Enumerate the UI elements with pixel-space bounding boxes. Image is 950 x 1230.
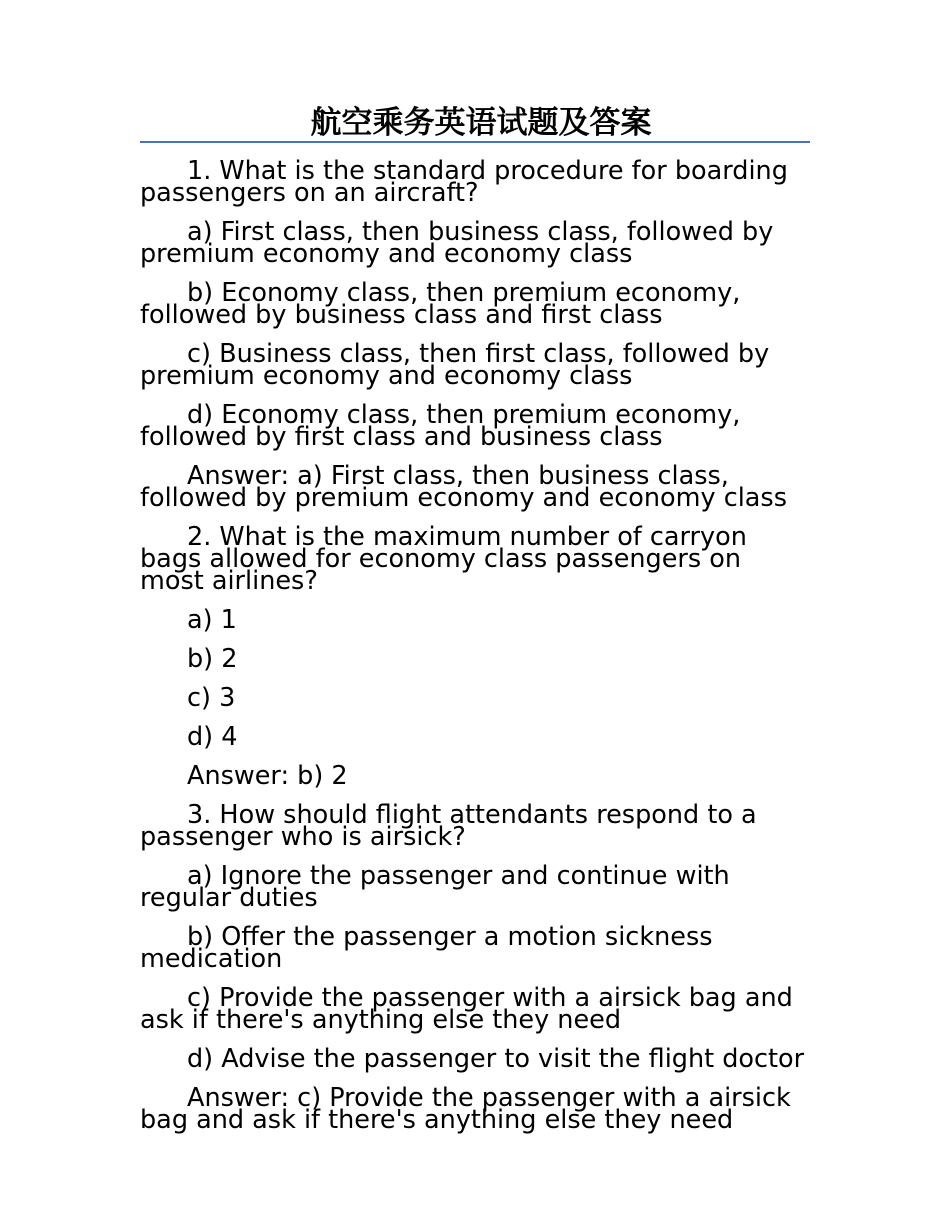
question-3-option-a: a) Ignore the passenger and continue with regular duties xyxy=(140,861,730,913)
question-2-option-c: c) 3 xyxy=(187,683,236,713)
question-3-option-d: d) Advise the passenger to visit the flight doctor xyxy=(187,1044,805,1074)
question-2-option-d: d) 4 xyxy=(187,722,238,752)
question-2-answer: Answer: b) 2 xyxy=(187,761,348,791)
question-3: 3. How should flight attendants respond to a passenger who is airsick? xyxy=(140,800,757,852)
document-body xyxy=(140,158,812,1146)
title-block xyxy=(140,103,810,143)
question-3-answer: Answer: c) Provide the passenger with a airsick bag and ask if there's anything else they need xyxy=(140,1083,791,1135)
question-2: 2. What is the maximum number of carryon bags allowed for economy class passengers on most airlines? xyxy=(140,522,747,596)
question-1-option-c: c) Business class, then first class, followed by premium economy and economy class xyxy=(140,339,770,391)
question-2-option-b: b) 2 xyxy=(187,644,238,674)
question-2-option-a: a) 1 xyxy=(187,605,237,635)
question-3-option-b: b) Offer the passenger a motion sickness medication xyxy=(140,922,713,974)
question-1-option-d: d) Economy class, then premium economy, followed by first class and business class xyxy=(140,400,741,452)
question-1: 1. What is the standard procedure for boarding passengers on an aircraft? xyxy=(140,156,788,208)
question-3-option-c: c) Provide the passenger with a airsick bag and ask if there's anything else they need xyxy=(140,983,793,1035)
page-title: 航空乘务英语试题及答案 xyxy=(310,105,652,141)
question-1-answer: Answer: a) First class, then business class, followed by premium economy and economy class xyxy=(140,461,788,513)
question-1-option-a: a) First class, then business class, followed by premium economy and economy class xyxy=(140,217,774,269)
question-1-option-b: b) Economy class, then premium economy, followed by business class and first class xyxy=(140,278,741,330)
